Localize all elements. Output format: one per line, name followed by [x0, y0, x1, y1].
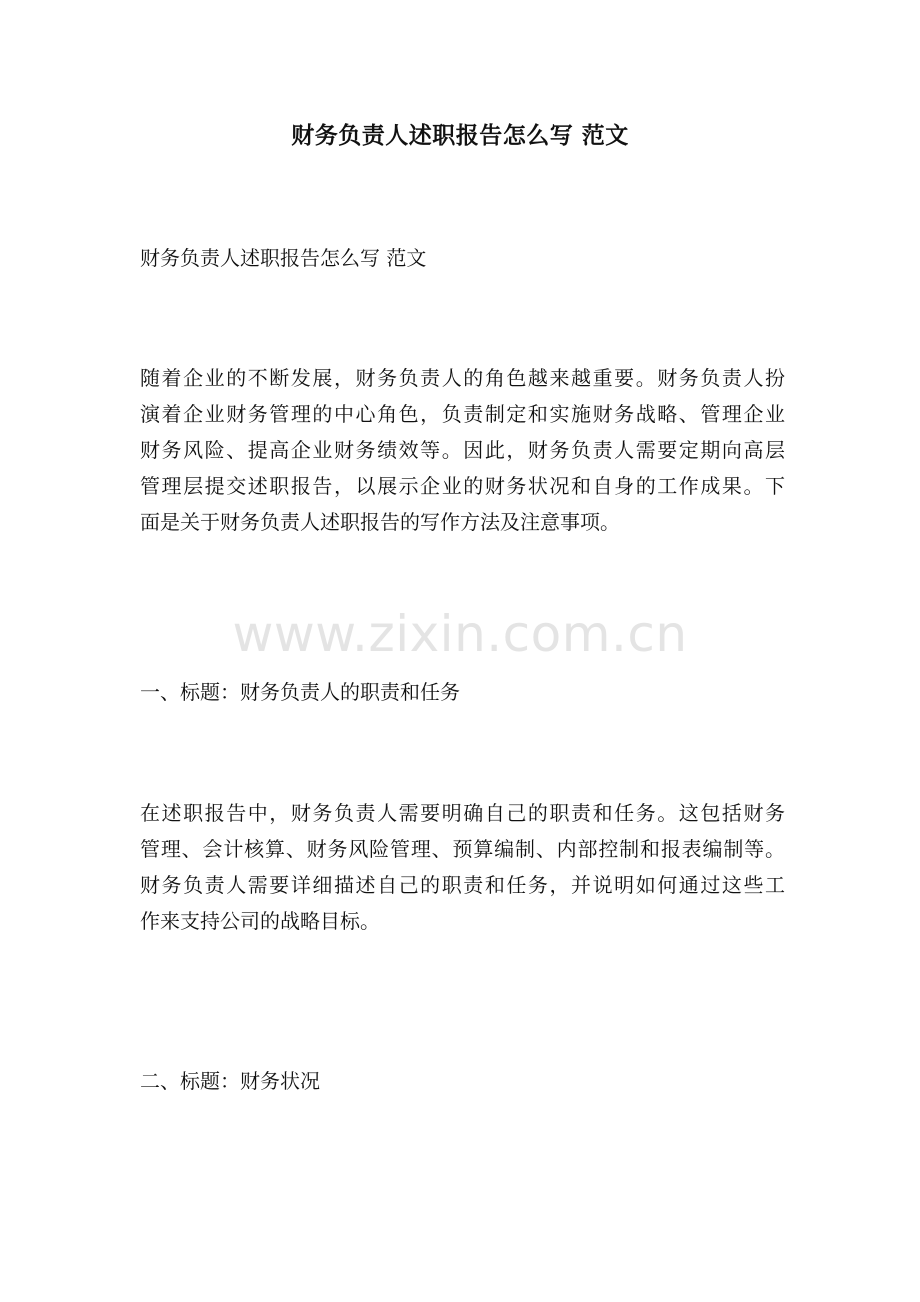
paragraph-line: 财务风险、提高企业财务绩效等。因此，财务负责人需要定期向高层	[140, 438, 785, 462]
document-subtitle: 财务负责人述职报告怎么写 范文	[140, 246, 427, 270]
paragraph-line: 管理、会计核算、财务风险管理、预算编制、内部控制和报表编制等。	[140, 837, 785, 861]
paragraph-line: 作来支持公司的战略目标。	[140, 909, 380, 933]
section1-paragraph	[140, 795, 785, 939]
section-heading-1: 一、标题：财务负责人的职责和任务	[140, 680, 460, 704]
paragraph-line: 在述职报告中，财务负责人需要明确自己的职责和任务。这包括财务	[140, 801, 785, 825]
section-heading-2: 二、标题：财务状况	[140, 1069, 320, 1093]
intro-paragraph	[140, 360, 785, 540]
paragraph-line: 财务负责人需要详细描述自己的职责和任务，并说明如何通过这些工	[140, 873, 785, 897]
paragraph-line: 面是关于财务负责人述职报告的写作方法及注意事项。	[140, 510, 620, 534]
paragraph-line: 随着企业的不断发展，财务负责人的角色越来越重要。财务负责人扮	[140, 366, 785, 390]
paragraph-line: 管理层提交述职报告，以展示企业的财务状况和自身的工作成果。下	[140, 474, 785, 498]
document-title: 财务负责人述职报告怎么写 范文	[291, 122, 629, 149]
paragraph-line: 演着企业财务管理的中心角色，负责制定和实施财务战略、管理企业	[140, 402, 785, 426]
watermark-text: www.zixin.com.cn	[232, 605, 688, 663]
